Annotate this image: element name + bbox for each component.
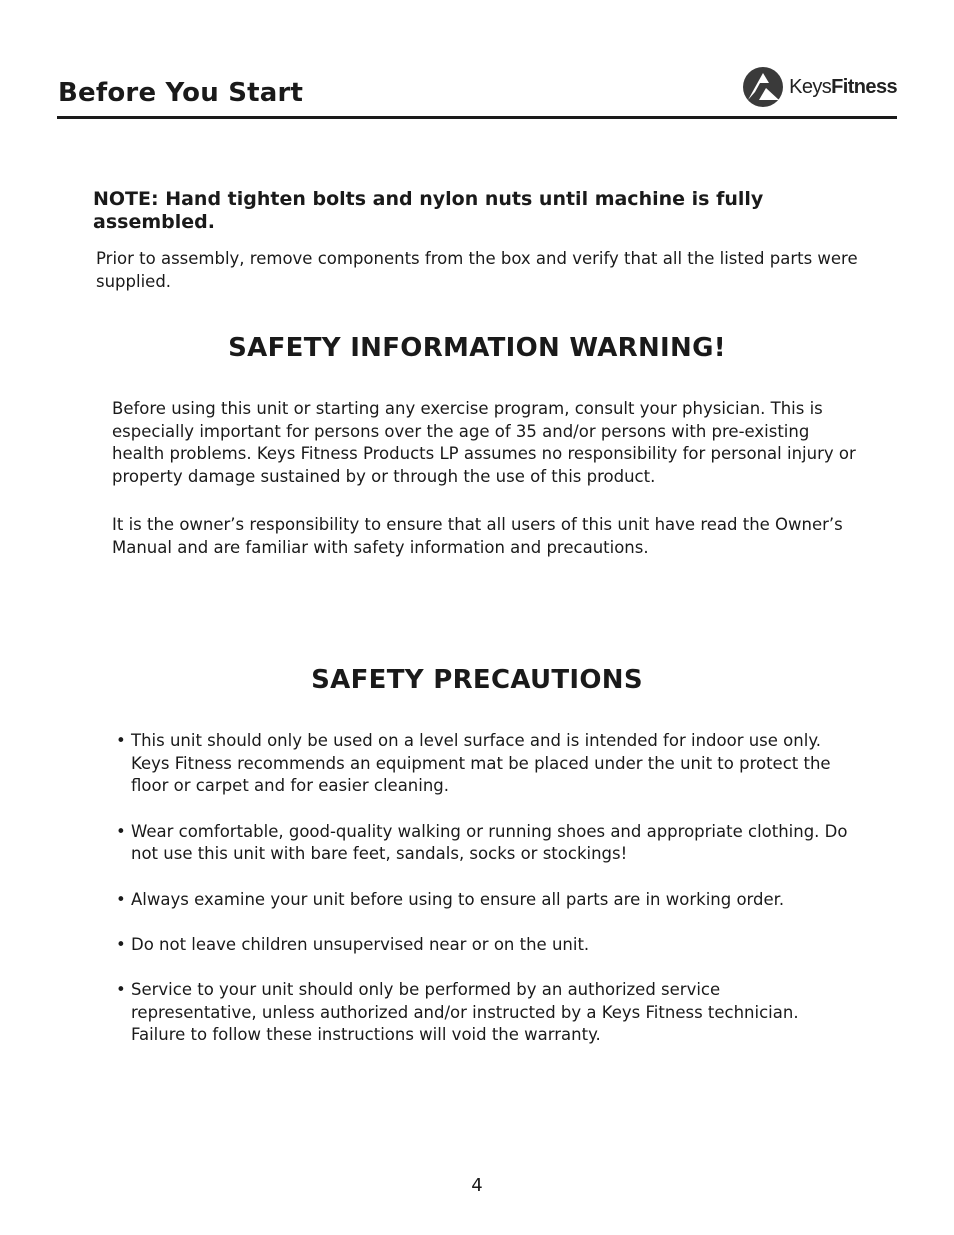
brand-logo-wordmark <box>789 76 897 99</box>
page-number: 4 <box>471 1175 483 1196</box>
keys-fitness-logo-icon <box>742 66 784 108</box>
list-item <box>116 934 851 957</box>
brand-logo <box>742 66 897 108</box>
safety-precautions-heading: SAFETY PRECAUTIONS <box>311 665 643 695</box>
list-item-text: This unit should only be used on a level surface and is intended for indoor use only. Keys Fitness recommends an equipment mat be placed under the unit to protect the floor or carpet and for easier cleaning. <box>131 731 831 796</box>
warning-paragraph-physician: Before using this unit or starting any exercise program, consult your physician. This is especially important for persons over the age of 35 and/or persons with pre-existing health problems. Keys Fitness Products LP assumes no responsibility for personal injury or property damage sustained by or through the use of this product. <box>112 399 856 486</box>
precautions-list <box>116 730 851 1070</box>
warning-paragraph-owner: It is the owner’s responsibility to ensure that all users of this unit have read the Owner’s Manual and are familiar with safety information and precautions. <box>112 515 843 557</box>
list-item-text: Wear comfortable, good-quality walking or running shoes and appropriate clothing. Do not use this unit with bare feet, sandals, socks or stockings! <box>131 821 848 864</box>
page-title: Before You Start <box>58 78 304 108</box>
page-header <box>57 74 897 120</box>
safety-warning-heading: SAFETY INFORMATION WARNING! <box>228 333 726 363</box>
bullet-icon: • <box>116 731 126 750</box>
brand-logo-fitness: Fitness <box>831 75 897 98</box>
brand-logo-keys: Keys <box>789 75 832 98</box>
list-item-text: Service to your unit should only be performed by an authorized service representative, unless authorized and/or instructed by a Keys Fitness technician. Failure to follow these instructions will void the warranty. <box>131 979 799 1045</box>
list-item-text: Do not leave children unsupervised near or on the unit. <box>131 934 590 954</box>
list-item <box>116 979 851 1047</box>
list-item <box>116 730 851 798</box>
assembly-note: NOTE: Hand tighten bolts and nylon nuts until machine is fully assembled. <box>93 188 764 233</box>
intro-paragraph: Prior to assembly, remove components from the box and verify that all the listed parts were supplied. <box>96 249 858 291</box>
bullet-icon: • <box>116 979 126 999</box>
header-divider <box>57 116 897 119</box>
list-item <box>116 889 851 912</box>
bullet-icon: • <box>116 934 126 954</box>
list-item-text: Always examine your unit before using to ensure all parts are in working order. <box>131 889 785 909</box>
bullet-icon: • <box>116 889 126 909</box>
bullet-icon: • <box>116 821 126 841</box>
list-item <box>116 821 851 866</box>
